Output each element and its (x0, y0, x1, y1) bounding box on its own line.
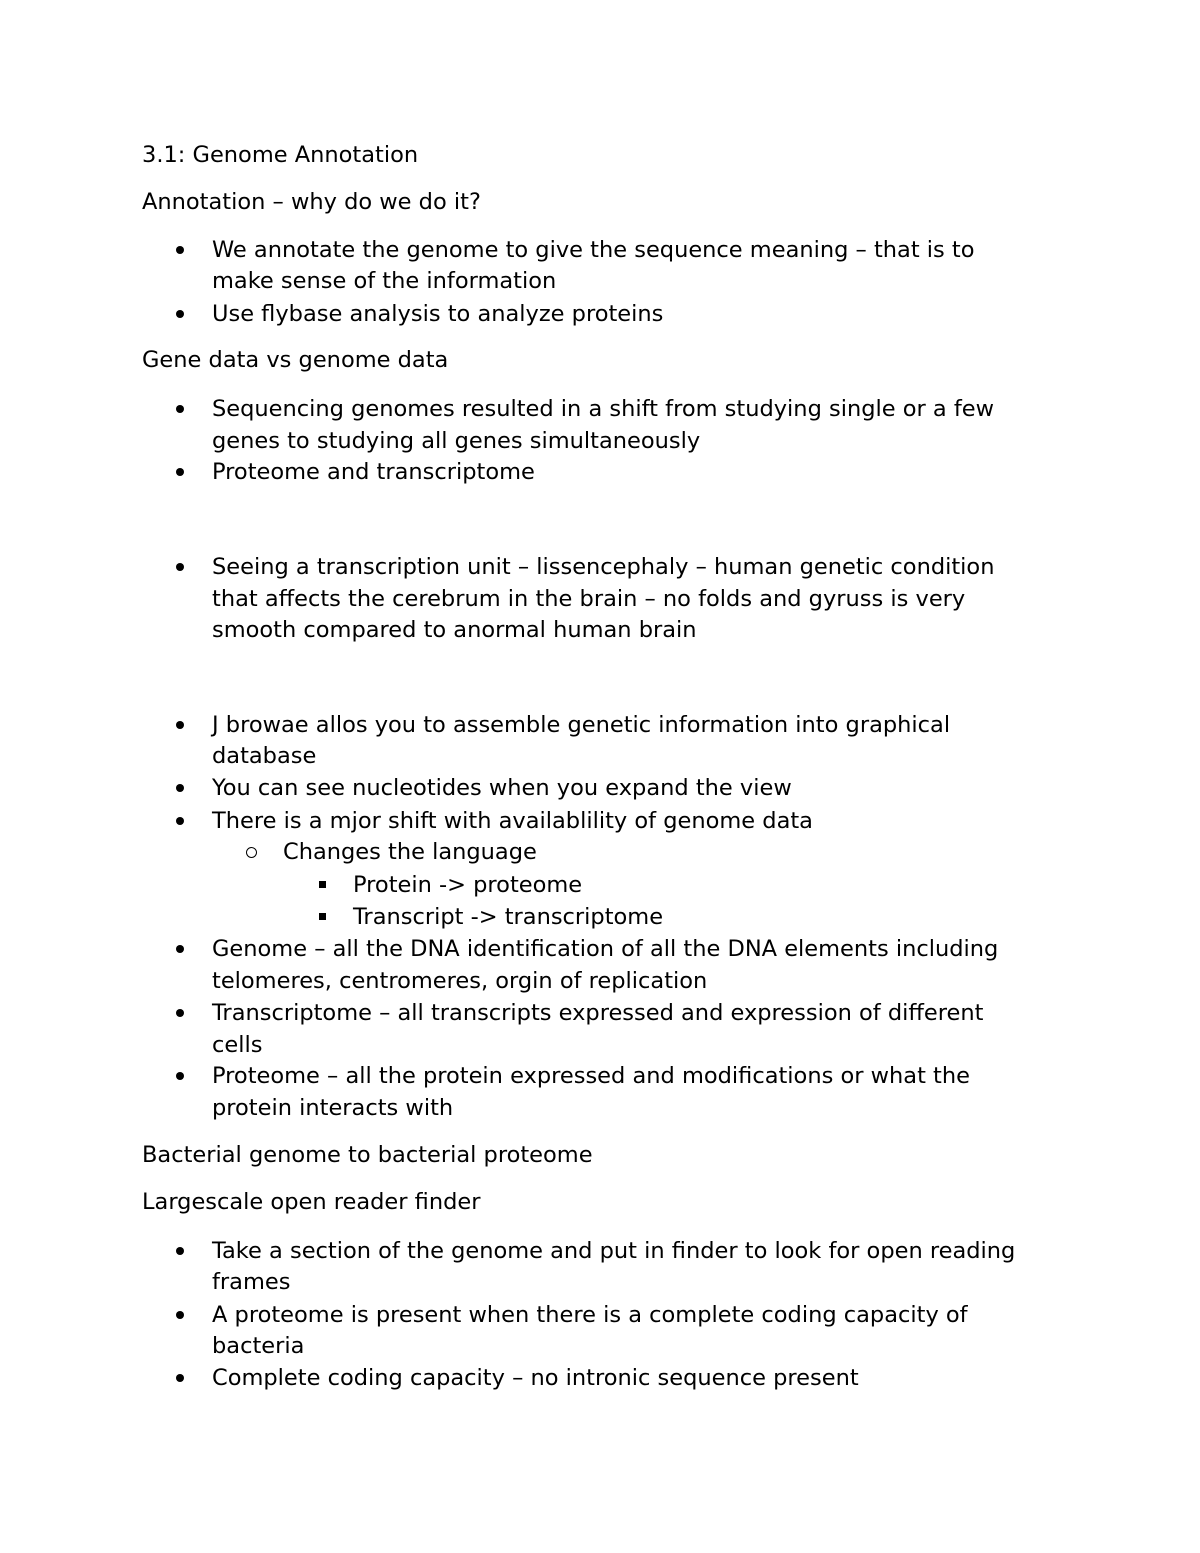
section-heading: Gene data vs genome data (142, 347, 449, 373)
bullet-dot-icon (176, 1009, 184, 1017)
bullet-line: telomeres, centromeres, orgin of replication (212, 968, 708, 994)
bullet-line: Proteome and transcriptome (212, 459, 535, 485)
bullet-line: bacteria (212, 1333, 305, 1359)
bullet-line: Sequencing genomes resulted in a shift from studying single or a few (212, 396, 995, 422)
bullet-dot-icon (176, 1374, 184, 1382)
bullet-dot-icon (176, 563, 184, 571)
bullet-dot-icon (176, 721, 184, 729)
bullet-dot-icon (176, 1072, 184, 1080)
bullet-line: J browae allos you to assemble genetic information into graphical (212, 712, 951, 738)
bullet-line: database (212, 743, 317, 769)
bullet-dot-icon (176, 945, 184, 953)
bullet-dot-icon (176, 310, 184, 318)
bullet-line: Transcript -> transcriptome (353, 904, 664, 930)
bullet-line: Seeing a transcription unit – lissencephaly – human genetic condition (212, 554, 995, 580)
bullet-square-icon (319, 881, 326, 888)
bullet-dot-icon (176, 405, 184, 413)
page-title: 3.1: Genome Annotation (142, 142, 419, 168)
bullet-line: We annotate the genome to give the sequence meaning – that is to (212, 237, 975, 263)
bullet-line: Complete coding capacity – no intronic sequence present (212, 1365, 859, 1391)
bullet-line: protein interacts with (212, 1095, 454, 1121)
bullet-circle-icon (246, 847, 257, 858)
bullet-line: You can see nucleotides when you expand the view (212, 775, 792, 801)
bullet-line: Use flybase analysis to analyze proteins (212, 301, 664, 327)
bullet-line: make sense of the information (212, 268, 557, 294)
bullet-dot-icon (176, 784, 184, 792)
bullet-line: frames (212, 1269, 291, 1295)
section-heading: Annotation – why do we do it? (142, 189, 481, 215)
bullet-square-icon (319, 913, 326, 920)
bullet-dot-icon (176, 246, 184, 254)
bullet-line: smooth compared to anormal human brain (212, 617, 697, 643)
bullet-line: cells (212, 1032, 263, 1058)
bullet-line: that affects the cerebrum in the brain – no folds and gyruss is very (212, 586, 966, 612)
bullet-line: Transcriptome – all transcripts expressed and expression of different (212, 1000, 984, 1026)
bullet-dot-icon (176, 1311, 184, 1319)
bullet-dot-icon (176, 1247, 184, 1255)
bullet-line: Changes the language (283, 839, 537, 865)
bullet-line: Protein -> proteome (353, 872, 583, 898)
bullet-line: There is a mjor shift with availablility of genome data (212, 808, 813, 834)
bullet-line: Proteome – all the protein expressed and modifications or what the (212, 1063, 970, 1089)
section-heading: Bacterial genome to bacterial proteome (142, 1142, 593, 1168)
bullet-line: genes to studying all genes simultaneously (212, 428, 701, 454)
bullet-line: Take a section of the genome and put in finder to look for open reading (212, 1238, 1016, 1264)
bullet-dot-icon (176, 817, 184, 825)
bullet-line: A proteome is present when there is a complete coding capacity of (212, 1302, 968, 1328)
section-heading: Largescale open reader finder (142, 1189, 481, 1215)
bullet-line: Genome – all the DNA identification of all the DNA elements including (212, 936, 999, 962)
bullet-dot-icon (176, 468, 184, 476)
